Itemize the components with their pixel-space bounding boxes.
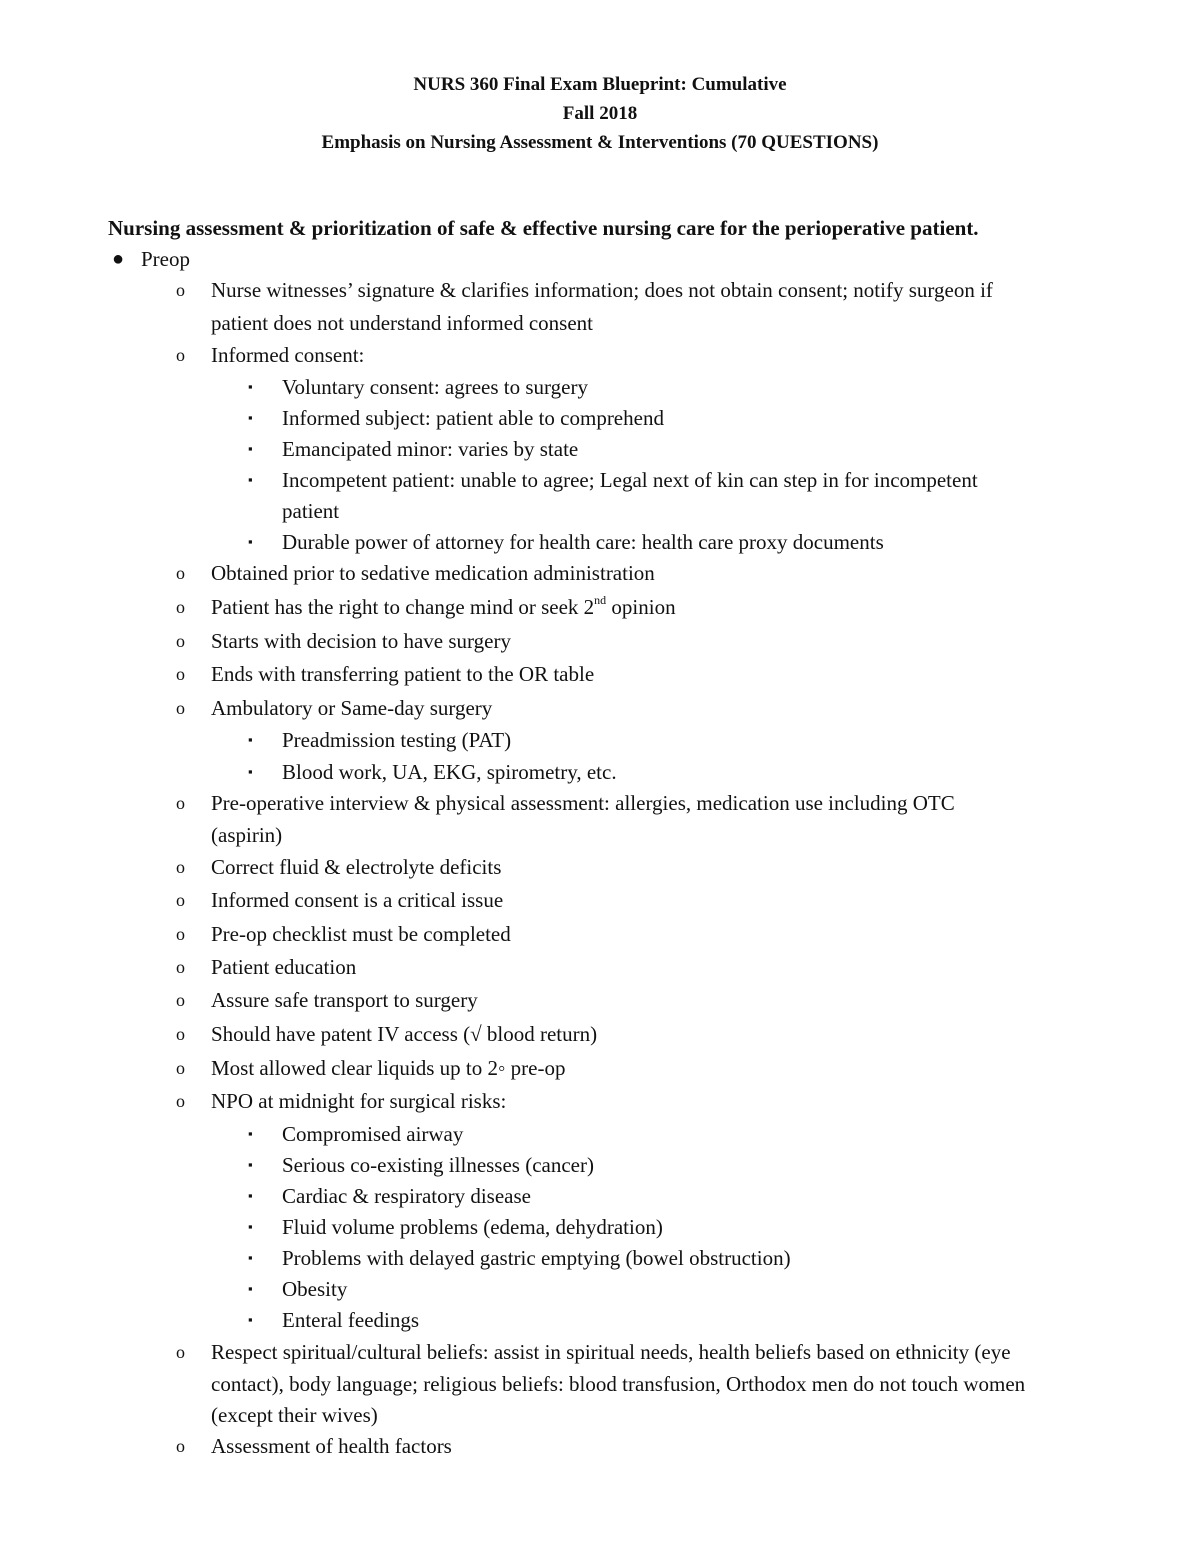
bullet-marker: o: [176, 957, 185, 977]
bullet-marker: ▪: [248, 472, 253, 487]
superscript: nd: [594, 593, 607, 607]
list-item: patient does not understand informed consent: [211, 311, 593, 335]
bullet-marker: ▪: [248, 441, 253, 456]
list-item-text: opinion: [606, 595, 676, 619]
section-heading: Nursing assessment & prioritization of safe & effective nursing care for the perioperative patient.: [108, 216, 979, 240]
list-item: Assessment of health factors: [211, 1434, 452, 1458]
list-item: Respect spiritual/cultural beliefs: assist in spiritual needs, health beliefs based on ethnicity (eye: [211, 1340, 1011, 1364]
list-item: Cardiac & respiratory disease: [282, 1184, 531, 1208]
list-item: Voluntary consent: agrees to surgery: [282, 375, 588, 399]
bullet-marker: ▪: [248, 1188, 253, 1203]
list-item-text: Patient has the right to change mind or seek 2: [211, 595, 595, 619]
list-item: Fluid volume problems (edema, dehydration): [282, 1215, 663, 1239]
bullet-marker: ●: [112, 248, 125, 270]
list-item: Obesity: [282, 1277, 348, 1301]
bullet-marker: o: [176, 890, 185, 910]
list-item: Durable power of attorney for health care: health care proxy documents: [282, 530, 884, 554]
bullet-marker: o: [176, 345, 185, 365]
list-item: Nurse witnesses’ signature & clarifies information; does not obtain consent; notify surgeon if: [211, 278, 993, 302]
bullet-marker: o: [176, 698, 185, 718]
doc-emphasis: Emphasis on Nursing Assessment & Interventions (70 QUESTIONS): [321, 132, 879, 153]
list-item: Problems with delayed gastric emptying (bowel obstruction): [282, 1246, 791, 1270]
list-item: Blood work, UA, EKG, spirometry, etc.: [282, 760, 617, 784]
topic-preop: Preop: [141, 247, 190, 271]
bullet-marker: ▪: [248, 1250, 253, 1265]
bullet-marker: ▪: [248, 1219, 253, 1234]
bullet-marker: ▪: [248, 1157, 253, 1172]
list-item: Informed consent:: [211, 343, 365, 367]
bullet-marker: o: [176, 664, 185, 684]
list-item: Ambulatory or Same-day surgery: [211, 696, 493, 720]
list-item: Informed subject: patient able to comprehend: [282, 406, 664, 430]
list-item: Obtained prior to sedative medication administration: [211, 561, 655, 585]
list-item: contact), body language; religious beliefs: blood transfusion, Orthodox men do not touch women: [211, 1372, 1026, 1396]
list-item: (aspirin): [211, 823, 283, 847]
list-item: Incompetent patient: unable to agree; Legal next of kin can step in for incompetent: [282, 468, 978, 492]
list-item: patient: [282, 499, 340, 523]
list-item: Assure safe transport to surgery: [211, 988, 478, 1012]
bullet-marker: ▪: [248, 410, 253, 425]
list-item: Ends with transferring patient to the OR table: [211, 662, 595, 686]
list-item: Serious co-existing illnesses (cancer): [282, 1153, 594, 1177]
bullet-marker: o: [176, 563, 185, 583]
list-item: Pre-operative interview & physical assessment: allergies, medication use including OTC: [211, 791, 955, 815]
bullet-marker: ▪: [248, 1312, 253, 1327]
list-item: Preadmission testing (PAT): [282, 728, 512, 752]
list-item: Most allowed clear liquids up to 2◦ pre-op: [211, 1056, 566, 1080]
bullet-marker: o: [176, 1058, 185, 1078]
bullet-marker: o: [176, 1024, 185, 1044]
bullet-marker: o: [176, 280, 185, 300]
list-item: [211, 594, 676, 620]
bullet-marker: ▪: [248, 1281, 253, 1296]
list-item: Emancipated minor: varies by state: [282, 437, 579, 461]
bullet-marker: o: [176, 990, 185, 1010]
list-item: NPO at midnight for surgical risks:: [211, 1089, 507, 1113]
bullet-marker: o: [176, 631, 185, 651]
bullet-marker: ▪: [248, 732, 253, 747]
list-item: Should have patent IV access (√ blood return): [211, 1022, 598, 1046]
list-item: Starts with decision to have surgery: [211, 629, 511, 653]
bullet-marker: ▪: [248, 764, 253, 779]
list-item: Informed consent is a critical issue: [211, 888, 504, 912]
list-item: Correct fluid & electrolyte deficits: [211, 855, 502, 879]
bullet-marker: ▪: [248, 1126, 253, 1141]
list-item: Pre-op checklist must be completed: [211, 922, 511, 946]
bullet-marker: o: [176, 857, 185, 877]
bullet-marker: o: [176, 1436, 185, 1456]
doc-term: Fall 2018: [562, 103, 638, 124]
list-item: Enteral feedings: [282, 1308, 420, 1332]
bullet-marker: o: [176, 793, 185, 813]
list-item: Compromised airway: [282, 1122, 464, 1146]
list-item: (except their wives): [211, 1403, 378, 1427]
bullet-marker: ▪: [248, 379, 253, 394]
bullet-marker: ▪: [248, 534, 253, 549]
bullet-marker: o: [176, 1091, 185, 1111]
bullet-marker: o: [176, 1342, 185, 1362]
bullet-marker: o: [176, 924, 185, 944]
bullet-marker: o: [176, 597, 185, 617]
list-item: Patient education: [211, 955, 357, 979]
doc-title: NURS 360 Final Exam Blueprint: Cumulative: [413, 74, 787, 95]
